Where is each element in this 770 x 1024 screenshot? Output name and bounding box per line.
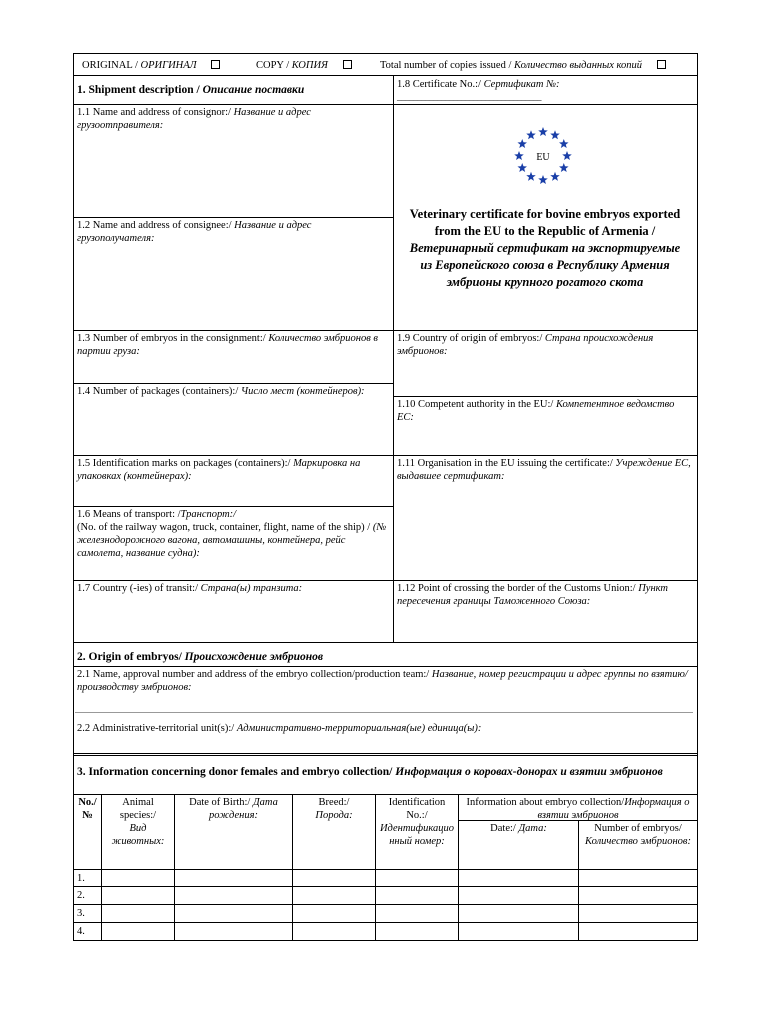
original-label: ORIGINAL / ОРИГИНАЛ xyxy=(82,59,220,72)
col-header-collection-info: Information about embryo collection/Информация о взятии эмбрионов xyxy=(466,797,690,822)
eu-star-icon xyxy=(550,172,560,181)
field-1-3-number-of-embryos[interactable]: 1.3 Number of embryos in the consignment:/ Количество эмбрионов в партии груза: xyxy=(77,333,378,358)
field-1-6-means-of-transport[interactable]: 1.6 Means of transport: /Транспорт:/ (No. of the railway wagon, truck, container, flight, name of the ship) / (№ железнодорожного вагона, автомашины, контейнера, рейс самолета, название судна): xyxy=(77,509,387,560)
eu-star-icon xyxy=(559,163,569,172)
field-1-5-identification-marks[interactable]: 1.5 Identification marks on packages (containers):/ Маркировка на упаковках (контейнерах): xyxy=(77,458,361,483)
copies-label: Total number of copies issued / Количество выданных копий xyxy=(380,59,666,72)
eu-star-icon xyxy=(526,172,536,181)
table-row-number: 1. xyxy=(77,873,85,884)
field-2-2-territorial-units[interactable]: 2.2 Administrative-territorial unit(s):/ Административно-территориальная(ые) единица(ы): xyxy=(77,723,482,734)
col-header-number-of-embryos: Number of embryos/Количество эмбрионов: xyxy=(585,823,691,848)
eu-star-icon xyxy=(559,139,569,148)
eu-star-icon xyxy=(538,127,548,136)
field-2-1-collection-team[interactable]: 2.1 Name, approval number and address of the embryo collection/production team:/ Название, номер регистрации и адрес группы по взятию/производству эмбрионов: xyxy=(77,669,688,694)
field-1-9-country-of-origin[interactable]: 1.9 Country of origin of embryos:/ Страна происхождения эмбрионов: xyxy=(397,333,654,358)
copy-label: COPY / КОПИЯ xyxy=(256,59,352,72)
eu-star-icon xyxy=(562,151,572,160)
col-header-breed: Breed:/ Порода: xyxy=(315,797,353,822)
eu-star-icon xyxy=(526,130,536,139)
col-header-animal-species: Animal species:/ Вид животных: xyxy=(111,797,165,848)
header-row xyxy=(74,57,697,74)
rule xyxy=(73,75,698,76)
frame-right xyxy=(697,53,698,941)
field-1-1-consignor[interactable]: 1.1 Name and address of consignor:/ Название и адрес грузоотправителя: xyxy=(77,107,311,132)
table-row-number: 2. xyxy=(77,890,85,901)
rule xyxy=(73,755,698,756)
field-1-11-issuing-organisation[interactable]: 1.11 Organisation in the EU issuing the certificate:/ Учреждение ЕС, выдавшее сертификат: xyxy=(397,458,691,483)
eu-star-icon xyxy=(538,175,548,184)
section1-title: 1. Shipment description / Описание поставки xyxy=(77,84,305,96)
rule xyxy=(73,753,698,754)
eu-star-icon xyxy=(550,130,560,139)
field-1-10-competent-authority[interactable]: 1.10 Competent authority in the EU:/ Компетентное ведомство ЕС: xyxy=(397,399,675,424)
rule xyxy=(73,922,698,923)
rule xyxy=(73,53,698,54)
field-1-4-number-of-packages[interactable]: 1.4 Number of packages (containers):/ Число мест (контейнеров): xyxy=(77,386,365,397)
table-row-number: 4. xyxy=(77,926,85,937)
field-2-1-underline xyxy=(75,712,693,713)
copies-checkbox[interactable] xyxy=(657,60,666,69)
rule xyxy=(73,940,698,941)
eu-emblem xyxy=(511,125,575,187)
col-header-number: No./ № xyxy=(78,797,97,822)
rule xyxy=(73,886,698,887)
col-header-date-of-birth: Date of Birth:/ Дата рождения: xyxy=(189,797,278,822)
col-header-identification-no: Identification No.:/ Идентификационный номер: xyxy=(379,797,455,848)
section2-title: 2. Origin of embryos/ Происхождение эмбрионов xyxy=(77,651,324,663)
rule xyxy=(73,904,698,905)
eu-star-icon xyxy=(517,163,527,172)
certificate-title: Veterinary certificate for bovine embryos exported from the EU to the Republic of Armenia / Ветеринарный сертификат на экспортируемые из Европейского союза в Республику Армения эмбрионы крупного рогатого скота xyxy=(409,207,681,289)
copy-checkbox[interactable] xyxy=(343,60,352,69)
original-checkbox[interactable] xyxy=(211,60,220,69)
eu-emblem-text: EU xyxy=(536,152,550,163)
field-1-7-transit-countries[interactable]: 1.7 Country (-ies) of transit:/ Страна(ы) транзита: xyxy=(77,583,303,594)
rule xyxy=(73,642,698,643)
eu-star-icon xyxy=(514,151,524,160)
col-header-collection-date: Date:/ Дата: xyxy=(490,823,547,834)
field-1-12-border-crossing[interactable]: 1.12 Point of crossing the border of the Customs Union:/ Пункт пересечения границы Таможенного Союза: xyxy=(397,583,669,608)
eu-stars-icon xyxy=(511,125,575,187)
table-row-number: 3. xyxy=(77,908,85,919)
certificate-no-blank: ____________________________________ xyxy=(397,92,541,103)
rule xyxy=(73,869,698,870)
section3-title: 3. Information concerning donor females and embryo collection/ Информация о коровах-донорах и взятии эмбрионов xyxy=(77,766,663,778)
field-1-2-consignee[interactable]: 1.2 Name and address of consignee:/ Название и адрес грузополучателя: xyxy=(77,220,312,245)
eu-star-icon xyxy=(517,139,527,148)
field-1-8-certificate-no[interactable]: 1.8 Certificate No.:/ Сертификат №: ____________________________________ xyxy=(397,79,560,103)
